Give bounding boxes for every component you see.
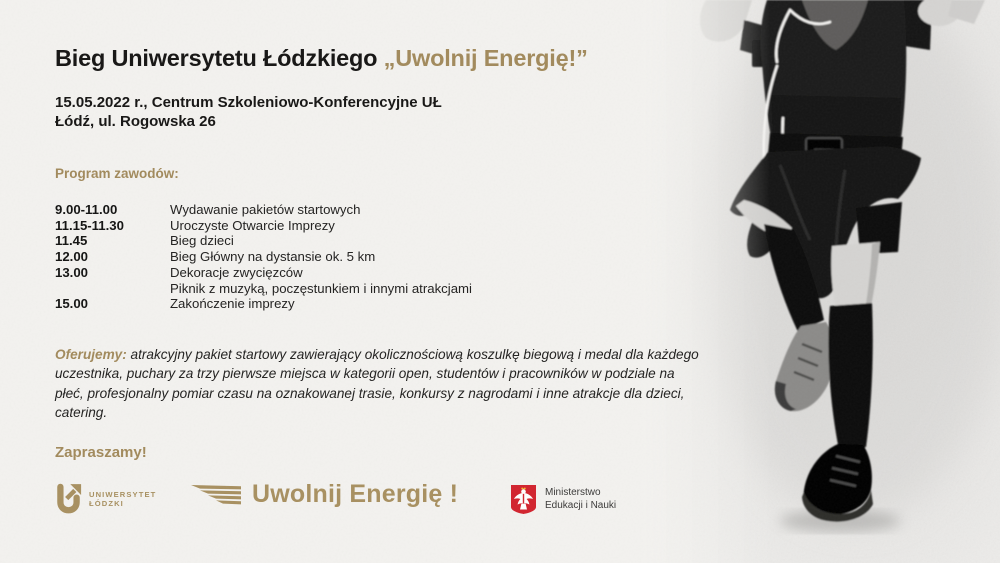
program-time: 11.15-11.30 bbox=[55, 217, 124, 233]
uwolnij-energie-logo bbox=[191, 480, 458, 509]
ministry-name-line1: Ministerstwo bbox=[545, 487, 601, 498]
university-name-line2: ŁÓDZKI bbox=[89, 499, 124, 508]
event-logo-text: Uwolnij Energię ! bbox=[252, 480, 459, 508]
program-heading: Program zawodów: bbox=[55, 166, 179, 181]
university-name-line1: UNIWERSYTET bbox=[89, 489, 157, 499]
title-accent: „Uwolnij Energię!” bbox=[383, 45, 588, 71]
university-of-lodz-logo bbox=[55, 482, 156, 516]
offer-paragraph bbox=[55, 345, 703, 423]
program-row bbox=[55, 218, 715, 234]
footer-logos bbox=[0, 476, 660, 536]
program-event: Uroczyste Otwarcie Imprezy bbox=[170, 217, 335, 233]
ministry-logo-text bbox=[545, 484, 616, 512]
program-row bbox=[55, 249, 715, 265]
program-time: 9.00-11.00 bbox=[55, 202, 118, 217]
program-event: Zakończenie imprezy bbox=[170, 296, 295, 312]
program-time: 15.00 bbox=[55, 296, 89, 312]
ministry-name-line2: Edukacji i Nauki bbox=[545, 499, 617, 511]
runner-tank-shade bbox=[771, 95, 901, 139]
program-event: Bieg Główny na dystansie ok. 5 km bbox=[170, 249, 376, 265]
program-schedule bbox=[55, 202, 715, 312]
ministry-logo bbox=[510, 484, 616, 515]
invitation-text: Zapraszamy! bbox=[55, 443, 147, 461]
program-event: Piknik z muzyką, poczęstunkiem i innymi atrakcjami bbox=[170, 280, 472, 296]
program-row bbox=[55, 265, 715, 281]
program-event: Bieg dzieci bbox=[170, 233, 234, 249]
date-venue-line: 15.05.2022 r., Centrum Szkoleniowo-Konferencyjne UŁ bbox=[55, 94, 442, 111]
event-date-location bbox=[55, 93, 715, 131]
program-row bbox=[55, 202, 715, 218]
page-title bbox=[55, 44, 715, 72]
program-time bbox=[55, 281, 170, 297]
program-time: 12.00 bbox=[55, 249, 89, 265]
program-time: 13.00 bbox=[55, 264, 89, 280]
university-logo-text bbox=[89, 490, 156, 509]
program-event: Dekoracje zwycięzców bbox=[170, 264, 303, 280]
address-line: Łódź, ul. Rogowska 26 bbox=[55, 113, 216, 130]
program-time: 11.45 bbox=[55, 233, 88, 249]
speed-wing-icon bbox=[191, 484, 241, 505]
offer-text: atrakcyjny pakiet startowy zawierający okolicznościową koszulkę biegową i medal dla każdego uczestnika, puchary za trzy pierwsze miejsca w kategorii open, studentów i pracowników w podziale na płeć, profesjonalny pomiar czasu na oznakowanej trasie, konkursy z nagrodami i inne atrakcje dla dzieci, catering. bbox=[55, 346, 699, 421]
program-row bbox=[55, 233, 715, 249]
program-row bbox=[55, 296, 715, 312]
program-event: Wydawanie pakietów startowych bbox=[170, 202, 361, 217]
poster-content bbox=[55, 0, 715, 461]
offer-label: Oferujemy: bbox=[55, 346, 127, 362]
university-u-arrow-icon bbox=[55, 482, 82, 516]
title-main: Bieg Uniwersytetu Łódzkiego bbox=[55, 45, 384, 71]
program-row bbox=[55, 281, 715, 297]
polish-eagle-icon bbox=[510, 484, 537, 515]
